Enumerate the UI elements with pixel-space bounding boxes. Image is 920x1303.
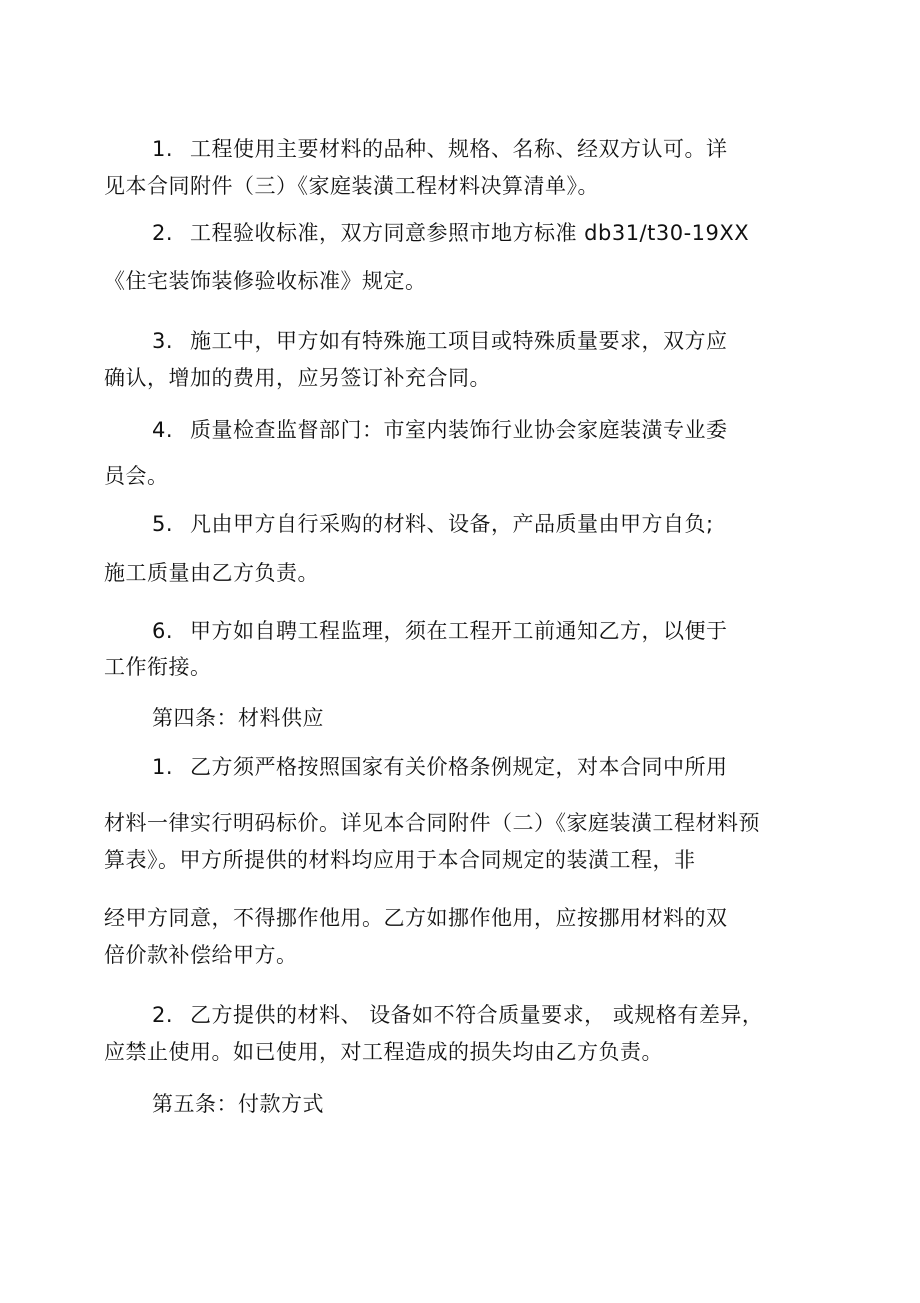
line-text: 凡由甲方自行采购的材料、设备，产品质量由甲方自负;	[190, 512, 714, 536]
paragraph-line	[104, 653, 212, 681]
paragraph-line	[152, 219, 749, 247]
item-number: 5.	[152, 512, 174, 536]
paragraph-line	[152, 617, 728, 645]
paragraph-line	[152, 510, 714, 538]
heading-text: 第四条：材料供应	[152, 706, 324, 730]
item-number: 2.	[152, 1003, 174, 1027]
paragraph-line	[152, 416, 728, 444]
paragraph-line	[104, 846, 696, 874]
line-text: 工作衔接。	[104, 655, 212, 679]
paragraph-line	[104, 941, 298, 969]
section-heading	[152, 1090, 324, 1118]
line-text: 见本合同附件（三）《家庭装潢工程材料决算清单》。	[104, 174, 599, 198]
item-number: 1.	[152, 137, 174, 161]
paragraph-line	[152, 1001, 763, 1029]
line-text: 倍价款补偿给甲方。	[104, 943, 298, 967]
paragraph-line	[104, 559, 319, 587]
line-text: 应禁止使用。如已使用，对工程造成的损失均由乙方负责。	[104, 1040, 663, 1064]
section-heading	[152, 704, 324, 732]
item-number: 3.	[152, 329, 174, 353]
paragraph-line	[104, 267, 427, 295]
line-text: 确认，增加的费用，应另签订补充合同。	[104, 366, 491, 390]
item-number: 2.	[152, 221, 174, 245]
paragraph-line	[152, 327, 728, 355]
line-text: 材料一律实行明码标价。详见本合同附件（二）《家庭装潢工程材料预	[104, 811, 760, 835]
paragraph-line	[104, 462, 169, 490]
paragraph-line	[152, 135, 728, 163]
paragraph-line	[104, 172, 599, 200]
line-text: 工程验收标准，双方同意参照市地方标准 db31/t30-19XX	[190, 221, 750, 245]
paragraph-line	[104, 1038, 663, 1066]
line-text: 质量检查监督部门：市室内装饰行业协会家庭装潢专业委	[190, 418, 728, 442]
line-text: 员会。	[104, 464, 169, 488]
line-text: 算表》。甲方所提供的材料均应用于本合同规定的装潢工程，非	[104, 848, 696, 872]
paragraph-line	[104, 904, 728, 932]
item-number: 4.	[152, 418, 174, 442]
paragraph-line	[152, 753, 728, 781]
line-text: 经甲方同意，不得挪作他用。乙方如挪作他用，应按挪用材料的双	[104, 906, 728, 930]
line-text: 乙方提供的材料、 设备如不符合质量要求， 或规格有差异，	[190, 1003, 764, 1027]
paragraph-line	[104, 364, 491, 392]
line-text: 甲方如自聘工程监理，须在工程开工前通知乙方，以便于	[190, 619, 728, 643]
paragraph-line	[104, 809, 760, 837]
heading-text: 第五条：付款方式	[152, 1092, 324, 1116]
item-number: 6.	[152, 619, 174, 643]
line-text: 《住宅装饰装修验收标准》规定。	[104, 269, 427, 293]
line-text: 工程使用主要材料的品种、规格、名称、经双方认可。详	[190, 137, 728, 161]
line-text: 施工质量由乙方负责。	[104, 561, 319, 585]
line-text: 施工中，甲方如有特殊施工项目或特殊质量要求，双方应	[190, 329, 728, 353]
item-number: 1.	[152, 755, 174, 779]
line-text: 乙方须严格按照国家有关价格条例规定，对本合同中所用	[190, 755, 728, 779]
